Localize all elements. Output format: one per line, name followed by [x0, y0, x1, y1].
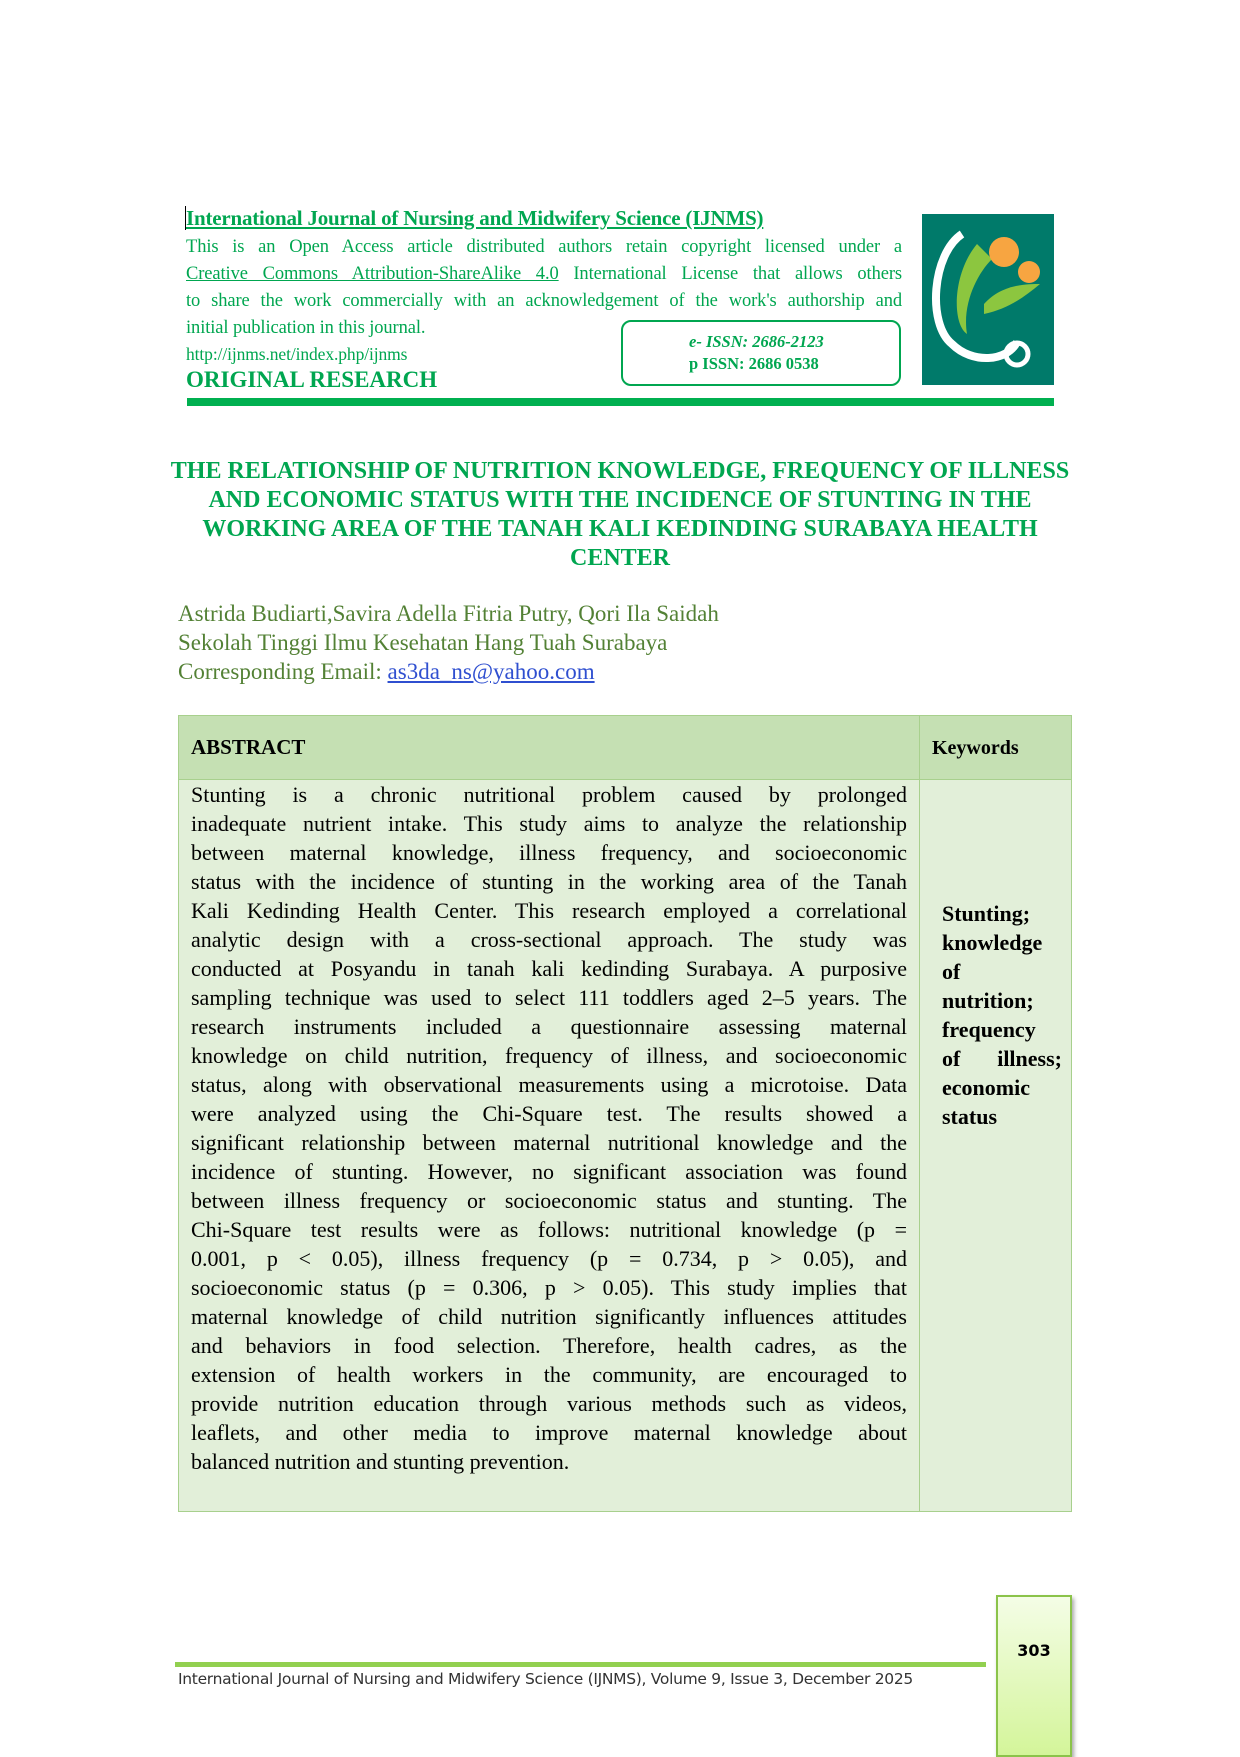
abstract-line: maternal knowledge of child nutrition significantly influences attitudes [191, 1304, 907, 1329]
abstract-line: Kali Kedinding Health Center. This research employed a correlational [191, 898, 907, 923]
email-label: Corresponding Email: [178, 659, 388, 684]
section-label: ORIGINAL RESEARCH [186, 367, 438, 392]
keyword-line: Stunting; [942, 901, 1031, 926]
abstract-line: inadequate nutrient intake. This study aims to analyze the relationship [191, 811, 907, 836]
page-number-box [996, 1595, 1072, 1757]
abstract-line: 0.001, p < 0.05), illness frequency (p = 0.734, p > 0.05), and [191, 1246, 907, 1271]
license-text: initial publication in this journal. [186, 318, 426, 338]
abstract-line: balanced nutrition and stunting prevention. [191, 1449, 570, 1474]
article-title: THE RELATIONSHIP OF NUTRITION KNOWLEDGE, FREQUENCY OF ILLNESS AND ECONOMIC STATUS WITH THE INCIDENCE OF STUNTING IN THE WORKING AREA OF THE TANAH KALI KEDINDING SURABAYA HEALTH CENTER [170, 458, 1070, 571]
affiliation: Sekolah Tinggi Ilmu Kesehatan Hang Tuah Surabaya [178, 630, 668, 655]
abstract-line: conducted at Posyandu in tanah kali kedinding Surabaya. A purposive [191, 956, 907, 981]
license-text [186, 264, 902, 285]
license-link[interactable]: Creative Commons Attribution-ShareAlike 4.0 [186, 264, 559, 284]
license-text: to share the work commercially with an acknowledgement of the work's authorship and [186, 291, 902, 311]
abstract-line: Chi-Square test results were as follows: nutritional knowledge (p = [191, 1217, 907, 1242]
keyword-line: status [942, 1104, 998, 1129]
abstract-line: status with the incidence of stunting in the working area of the Tanah [191, 869, 907, 894]
keyword-line: nutrition; [942, 988, 1034, 1013]
keyword-line: of [942, 959, 961, 984]
abstract-line: between maternal knowledge, illness frequency, and socioeconomic [191, 840, 907, 865]
abstract-line: significant relationship between maternal nutritional knowledge and the [191, 1130, 907, 1155]
keyword-line: frequency [942, 1017, 1036, 1042]
abstract-line: status, along with observational measurements using a microtoise. Data [191, 1072, 907, 1097]
abstract-line: provide nutrition education through various methods such as videos, [191, 1391, 907, 1416]
keyword-line: knowledge [942, 930, 1043, 955]
abstract-line: leaflets, and other media to improve maternal knowledge about [191, 1420, 907, 1445]
abstract-line: sampling technique was used to select 111 toddlers aged 2–5 years. The [191, 985, 907, 1010]
abstract-line: were analyzed using the Chi-Square test. The results showed a [191, 1101, 907, 1126]
e-issn: e- ISSN: 2686-2123 [689, 332, 824, 351]
journal-url[interactable]: http://ijnms.net/index.php/ijnms [186, 344, 408, 364]
footer-citation: International Journal of Nursing and Midwifery Science (IJNMS), Volume 9, Issue 3, December 2025 [178, 1670, 913, 1688]
journal-logo-icon [922, 214, 1054, 385]
abstract-line: and behaviors in food selection. Therefore, health cadres, as the [191, 1333, 907, 1358]
abstract-line: socioeconomic status (p = 0.306, p > 0.05). This study implies that [191, 1275, 907, 1300]
email-link[interactable]: as3da_ns@yahoo.com [387, 659, 595, 684]
corresponding-email [178, 659, 595, 685]
abstract-line: analytic design with a cross-sectional approach. The study was [191, 927, 907, 952]
column-divider [919, 716, 920, 1511]
keyword-line: economic [942, 1075, 1030, 1100]
header-divider [187, 398, 1054, 406]
abstract-line: incidence of stunting. However, no significant association was found [191, 1159, 907, 1184]
license-text-rest: International License that allows others [573, 264, 902, 284]
authors: Astrida Budiarti,Savira Adella Fitria Putry, Qori Ila Saidah [178, 601, 719, 626]
keyword-line: of illness; [942, 1046, 1062, 1071]
license-text: This is an Open Access article distributed authors retain copyright licensed under a [186, 237, 902, 257]
keywords-list [942, 899, 1062, 1131]
abstract-line: knowledge on child nutrition, frequency of illness, and socioeconomic [191, 1043, 907, 1068]
abstract-line: between illness frequency or socioeconomic status and stunting. The [191, 1188, 907, 1213]
abstract-table [178, 715, 1072, 1512]
page-number: 303 [1017, 1641, 1051, 1660]
abstract-line: Stunting is a chronic nutritional problem caused by prolonged [191, 782, 907, 807]
abstract-line: extension of health workers in the community, are encouraged to [191, 1362, 907, 1387]
abstract-body [191, 780, 907, 1476]
abstract-line: research instruments included a questionnaire assessing maternal [191, 1014, 907, 1039]
issn-box [621, 320, 901, 386]
footer-divider [175, 1662, 986, 1667]
p-issn: p ISSN: 2686 0538 [689, 354, 819, 373]
keywords-heading: Keywords [932, 737, 1019, 759]
abstract-heading: ABSTRACT [191, 735, 306, 759]
journal-title-link[interactable]: International Journal of Nursing and Midwifery Science (IJNMS) [186, 206, 764, 230]
